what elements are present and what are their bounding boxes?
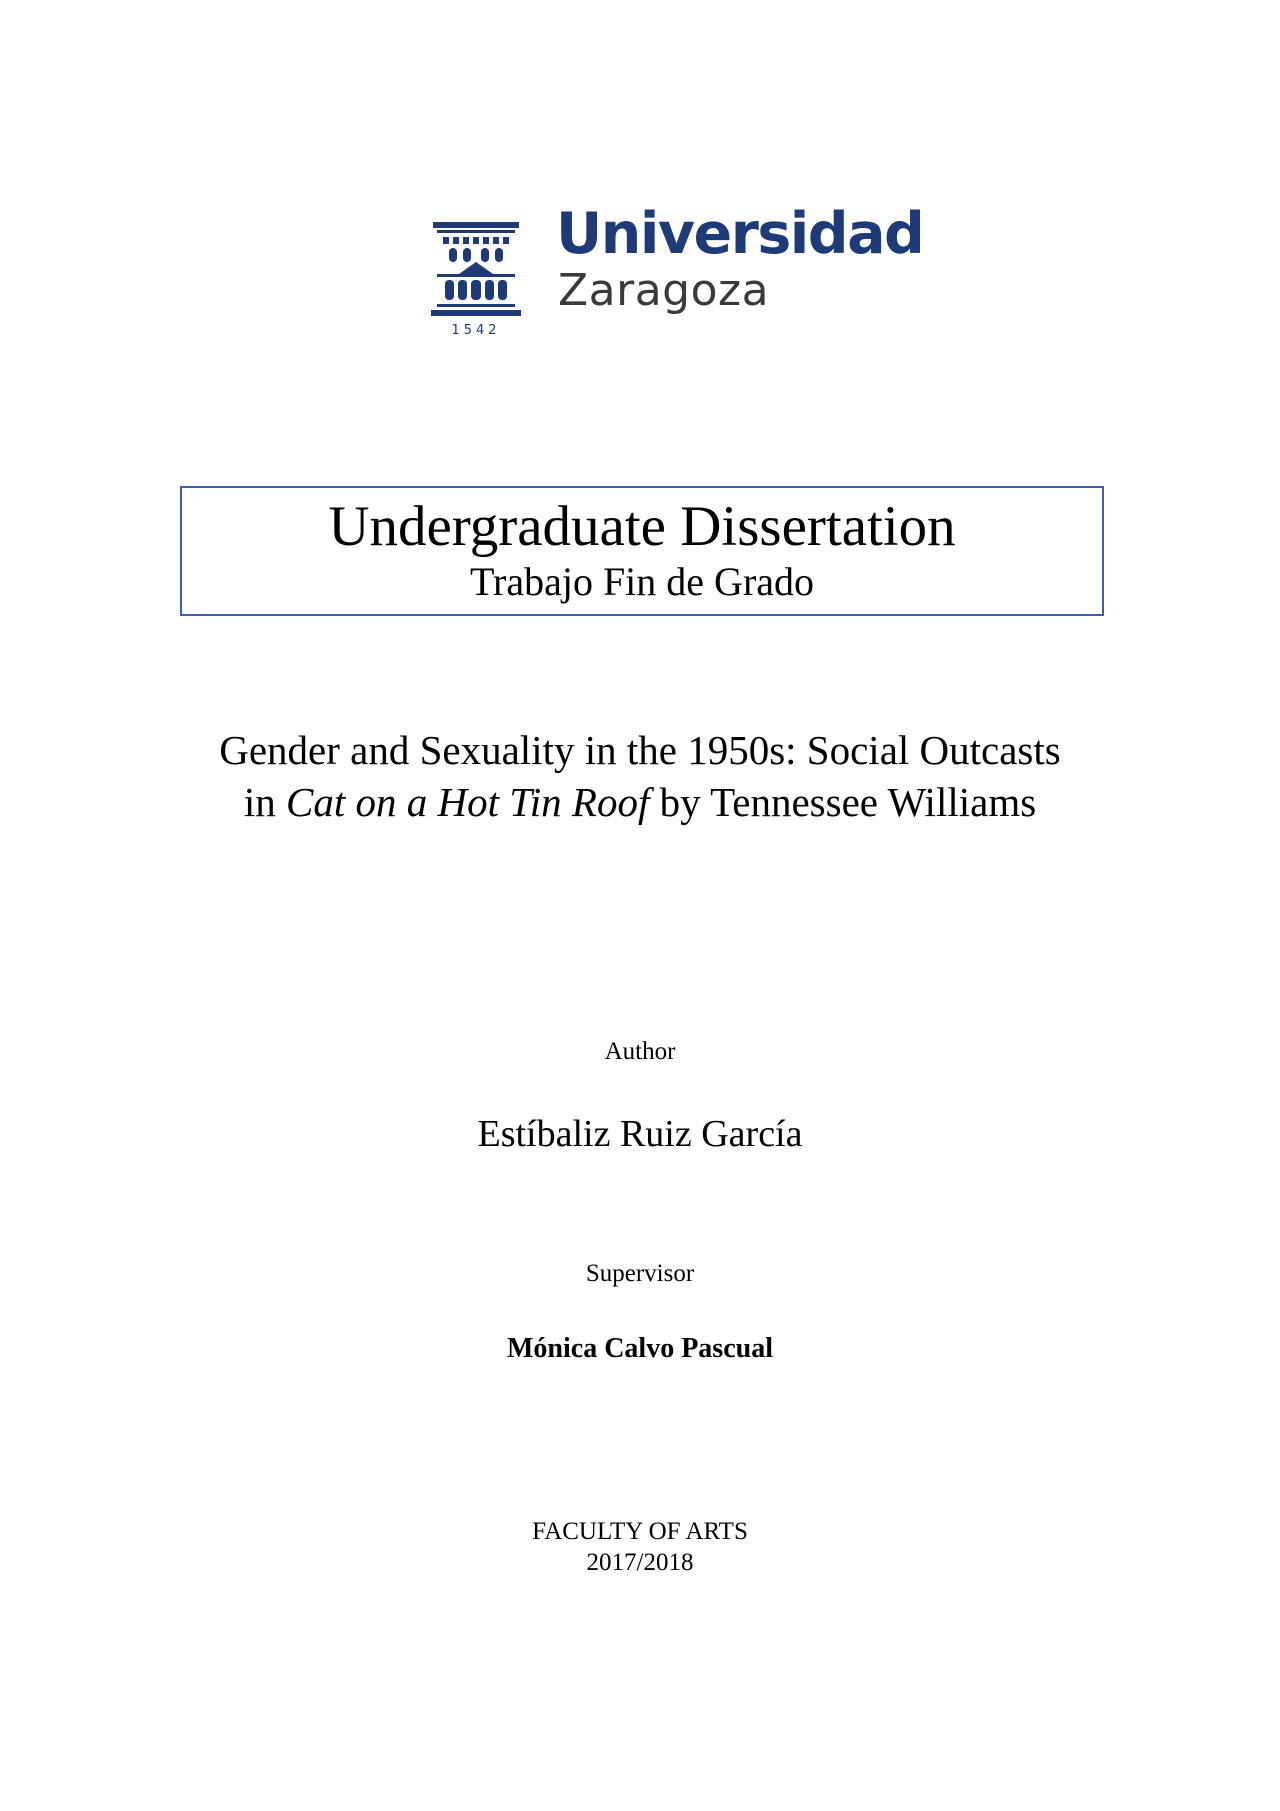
academic-year: 2017/2018 [586, 1549, 694, 1576]
thesis-title-prefix: in [243, 779, 286, 825]
dissertation-title: Undergraduate Dissertation [328, 495, 956, 558]
logo-university-name: Universidad [556, 201, 924, 267]
play-title: Cat on a Hot Tin Roof [285, 779, 650, 825]
thesis-title-line-1: Gender and Sexuality in the 1950s: Social Outcasts [219, 727, 1061, 773]
author-label: Author [604, 1038, 676, 1065]
university-logo [431, 201, 924, 342]
author-name: Estíbaliz Ruiz García [477, 1113, 803, 1155]
thesis-title-line-2 [140, 779, 1140, 825]
dissertation-title-box [180, 486, 1104, 616]
logo-city-name: Zaragoza [558, 265, 770, 316]
dissertation-subtitle: Trabajo Fin de Grado [469, 559, 815, 604]
supervisor-label: Supervisor [585, 1260, 695, 1287]
logo-founding-year: 1542 [451, 323, 501, 338]
thesis-title-suffix: by Tennessee Williams [649, 779, 1037, 825]
faculty-name: FACULTY OF ARTS [532, 1518, 748, 1545]
supervisor-name: Mónica Calvo Pascual [507, 1333, 773, 1364]
